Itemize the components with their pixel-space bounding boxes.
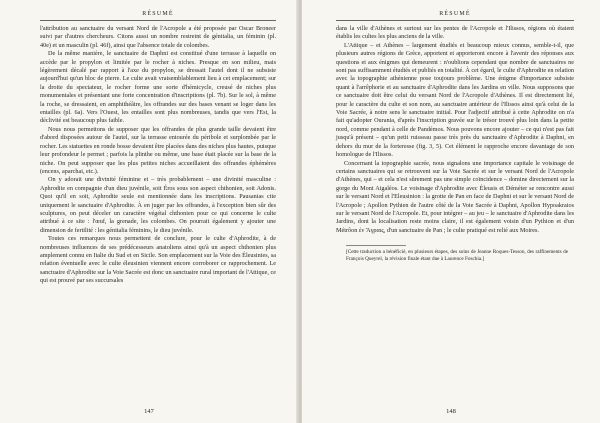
paragraph: dans la ville d'Athènes et surtout sur les pentes de l'Acropole et l'Ilissos, régions où étaient établis les cultes les plus anciens de la ville. — [336, 25, 574, 41]
paragraph: Toutes ces remarques nous permettent de conclure, pour le culte d'Aphrodite, à de nombreuses influences de ses prédécesseurs anatoliens ainsi qu'à un aspect chthonien plus amplement connu en Italie du Sud et en Sicile. Son emplacement sur la Voie des Éleusinies, sa relation éventuelle avec le culte éleusinien viennent encore corroborer ce rapprochement. Le sanctuaire d'Aphrodite sur la Voie Sacrée est donc un sanctuaire rural important de l'Attique, ce qui est prouvé par ses succursales — [40, 235, 276, 285]
running-head: RÉSUMÉ — [439, 11, 471, 17]
left-page — [0, 0, 298, 423]
footnote-rule — [346, 245, 406, 246]
paragraph: Nous nous permettons de supposer que les offrandes de plus grande taille devaient être d'abord disposées autour de l'autel, sur la terrasse entourée du péribole et surplombée par le rocher. Les statuettes en ronde bosse devaient être placées dans des niches plus hautes, puisque leur profondeur le permet ; parfois la plinthe ou même, une base était placée sur la base de la niche. On peut supposer que les plus petites niches accueillaient des offrandes éphémères (encens, aparchai, etc.). — [40, 125, 276, 175]
paragraph: De la même manière, le sanctuaire de Daphni est constitué d'une terrasse à laquelle on accède par le propylon et limitée par le rocher à niches. Presque en son milieu, mais légèrement décalé par rapport à l'axe du propylon, se dressait l'autel dont il ne subsiste aujourd'hui qu'un bloc de pierre. Le culte avait vraisemblablement lieu à cet emplacement; sur la droite du spectateur, le rocher forme une sorte d'hémicycle, creusé de niches plus monumentales et présentant une forte concentration d'inscriptions (pl. 7b). Sur le sol, à même la roche, se dressaient, en amphithéâtre, les offrandes sur des bases venant se loger dans les entailles (pl. 6a). Vers l'Ouest, les entailles sont plus nombreuses, tandis que vers l'Est, la déclivité est beaucoup plus faible. — [40, 50, 276, 125]
header-rule — [336, 20, 574, 21]
running-head: RÉSUMÉ — [142, 11, 174, 17]
header-rule — [40, 20, 276, 21]
paragraph: Concernant la topographie sacrée, nous signalons une importance capitale le voisinage de certains sanctuaires qui se retrouvent sur la Voie Sacrée et sur le versant Nord de l'Acropole d'Athènes, qui – et cela n'est sûrement pas une simple coïncidence – domine directement sur la gorge du Mont Aigaléos. Le voisinage d'Aphrodite avec Éleusis et Déméter se rencontre aussi sur le versant Nord et l'Eleusinion : la grotte de Pan en face de Daphni et sur le versant Nord de l'Acropole ; Apollon Pythien de l'autre côté de la Voie Sacrée à Daphni, Apollon Hypoakraios sur le versant Nord de l'Acropole. Et, pour intégrer – au jeu – le sanctuaire d'Aphrodite dans les Jardins, dont la localisation reste moins claire, il est également voisin d'un Pythion et d'un Métrôon ἐν Ἄγραις, d'un sanctuaire de Pan ; le culte pratiqué est relié aux Moires. — [336, 159, 574, 234]
body-text — [336, 25, 574, 235]
body-text — [40, 25, 276, 286]
paragraph: L'Attique – et Athènes – largement étudiés et beaucoup mieux connus, semble-t-il, que plusieurs autres régions de Grèce, apportent et apporteront encore à l'avenir des réponses aux questions et aux énigmes qui demeurent : n'oublions cependant que nombre de sanctuaires ne sont pas suffisamment étudiés et publiés en totalité. À cet égard, le culte d'Aphrodite en relation avec la topographie athénienne pose toujours problème. Une énigme d'importance subsiste quant à l'arrêphorie et au sanctuaire d'Aphrodite dans les Jardins en ville. Nous supposons que ce sanctuaire doit être celui du versant Nord de l'Acropole d'Athènes. Il est directement lié, pour le caractère du culte et son nom, au sanctuaire antérieur de l'Ilissos ainsi qu'à celui de la Voie Sacrée, à notre sens le sanctuaire initial. Pour l'adjectif attribué à cette Aphrodite on n'a fait qu'adopter Ourania, d'après l'inscription gravée sur le trésor trouvé plus loin dans la petite nord, comme pendant à celle de Pandémos. Nous pouvons encore ajouter – ce qui n'est pas fait jusqu'à présent – qu'un petit ruisseau passe très près du sanctuaire d'Aphrodite à Daphni, en dehors du mur de la forteresse (fig. 3, 5). Cet élément le rapproche encore davantage de son homologue de l'Ilissos. — [336, 41, 574, 159]
page-number: 147 — [144, 408, 154, 415]
translation-footnote: [Cette traduction a bénéficié, en plusieurs étapes, des soins de Jeanne Roques-Tesson, des raffinements de François Queyrel, la révision finale étant due à Laurence Foschia.] — [346, 249, 568, 263]
right-page — [302, 0, 600, 423]
paragraph: l'attribution au sanctuaire du versant Nord de l'Acropole a été proposée par Oscar Broneer suivi par d'autres chercheurs. Citons aussi un nombre restreint de génitalia, un féminin (pl. 40e) et un masculin (pl. 46f), ainsi que l'absence totale de colombes. — [40, 25, 276, 49]
page-number: 148 — [446, 408, 456, 415]
paragraph: On y adorait une divinité féminine et – très probablement – une divinité masculine : Aphrodite en compagnie d'un dieu juvénile, soit Éros sous son aspect chthonien, soit Adonis. Quoi qu'il en soit, Aphrodite seule est mentionnée dans les inscriptions. Pausanias cite uniquement le sanctuaire d'Aphrodite. À en juger par les offrandes, à l'exception bien sûr des sculptures, on peut déceler un caractère végétal chthonien pour ce qui concerne le culte attribué à ce site : l'œuf, la grenade, les colombes. On pourrait également y ajouter une dimension de fertilité : les génitalia féminins, le dieu juvénile. — [40, 176, 276, 234]
